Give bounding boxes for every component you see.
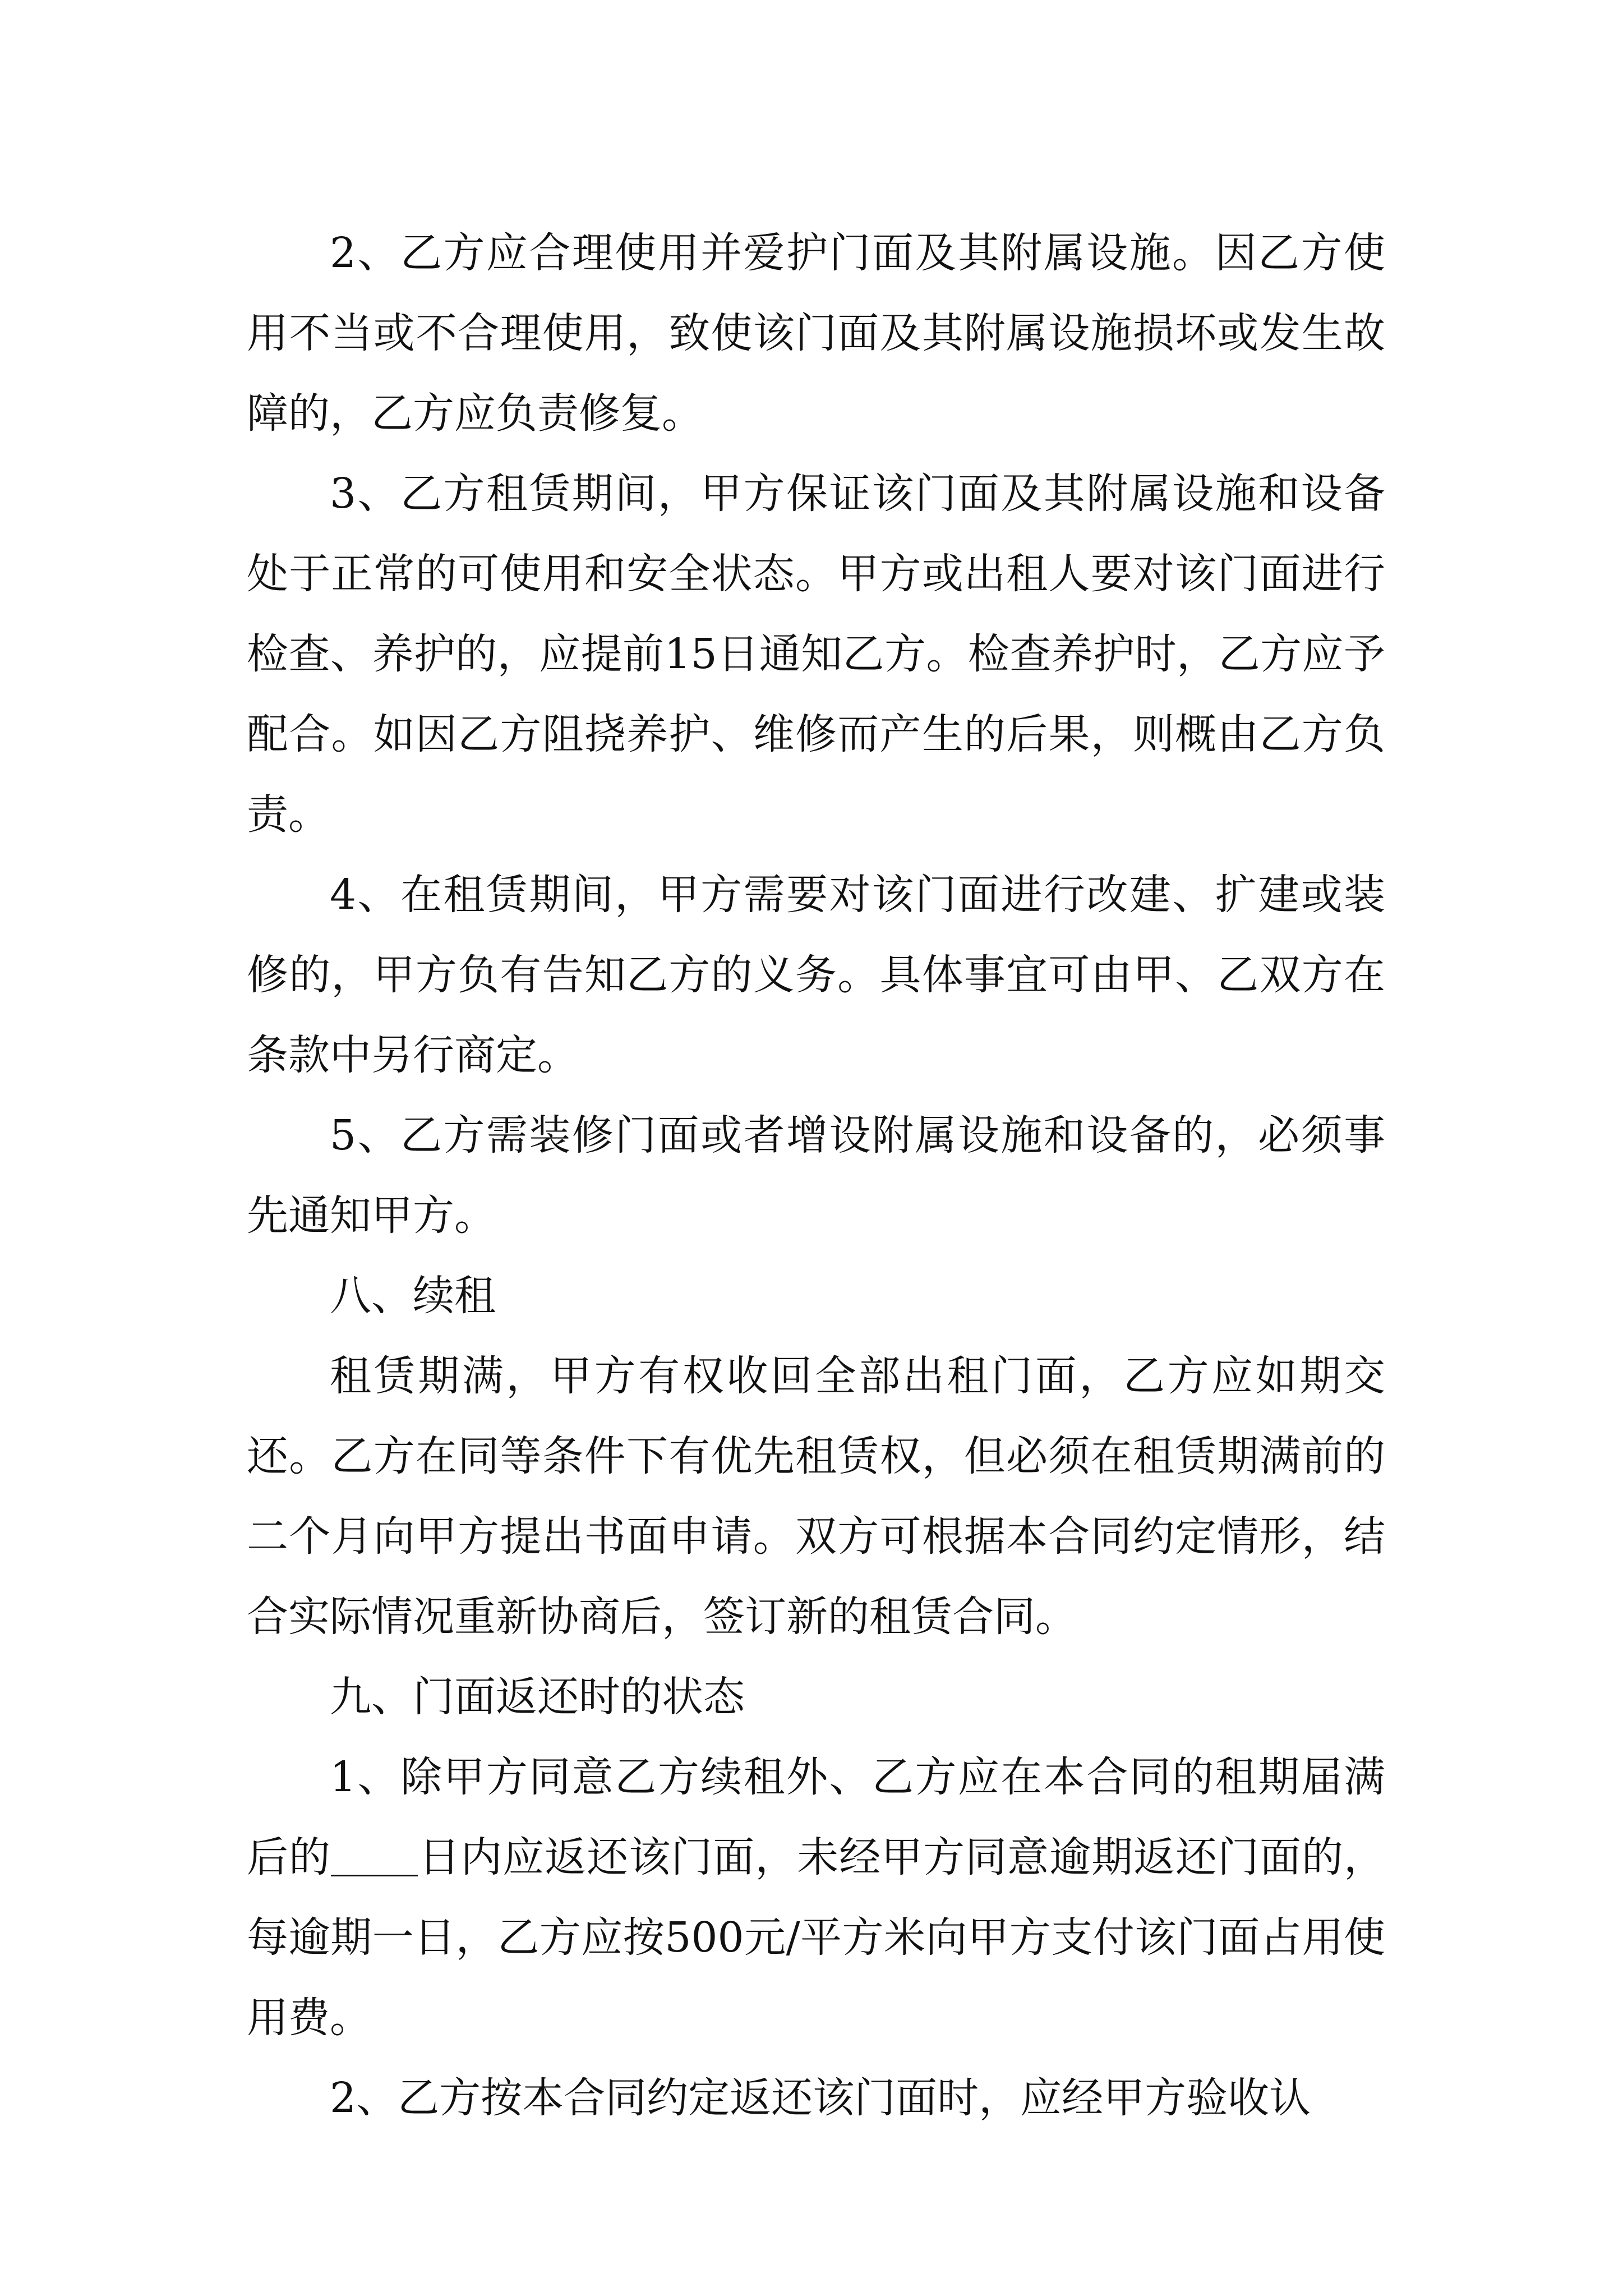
section-heading-renewal: 八、续租	[330, 1272, 496, 1320]
paragraph-return-1-part-2: 日内应返还该门面，未经甲方同意逾期返还门面的，每逾期一日，乙方应按500元/平方米向甲方支付该门面占用使用费。	[247, 1833, 1385, 2042]
fill-in-blank	[331, 1833, 418, 1876]
paragraph-return-1-part-1: 1、除甲方同意乙方续租外、乙方应在本合同的租期届满后的	[247, 1753, 1385, 1881]
paragraph-clause-3: 3、乙方租赁期间，甲方保证该门面及其附属设施和设备处于正常的可使用和安全状态。甲方或出租人要对该门面进行检查、养护的，应提前15日通知乙方。检查养护时，乙方应予配合。如因乙方阻挠养护、维修而产生的后果，则概由乙方负责。	[247, 470, 1385, 839]
paragraph-clause-4: 4、在租赁期间，甲方需要对该门面进行改建、扩建或装修的，甲方负有告知乙方的义务。具体事宜可由甲、乙双方在条款中另行商定。	[247, 871, 1385, 1079]
paragraph-clause-5: 5、乙方需装修门面或者增设附属设施和设备的，必须事先通知甲方。	[247, 1111, 1385, 1240]
paragraph-return-2: 2、乙方按本合同约定返还该门面时，应经甲方验收认	[330, 2074, 1311, 2122]
section-heading-return-state: 九、门面返还时的状态	[330, 1673, 745, 1721]
document-page	[247, 213, 1385, 2138]
paragraph-renewal: 租赁期满，甲方有权收回全部出租门面，乙方应如期交还。乙方在同等条件下有优先租赁权，但必须在租赁期满前的二个月向甲方提出书面申请。双方可根据本合同约定情形，结合实际情况重新协商后，签订新的租赁合同。	[247, 1352, 1385, 1641]
paragraph-clause-2: 2、乙方应合理使用并爱护门面及其附属设施。因乙方使用不当或不合理使用，致使该门面及其附属设施损坏或发生故障的，乙方应负责修复。	[247, 229, 1385, 438]
paragraph-return-1	[247, 1737, 1385, 2058]
